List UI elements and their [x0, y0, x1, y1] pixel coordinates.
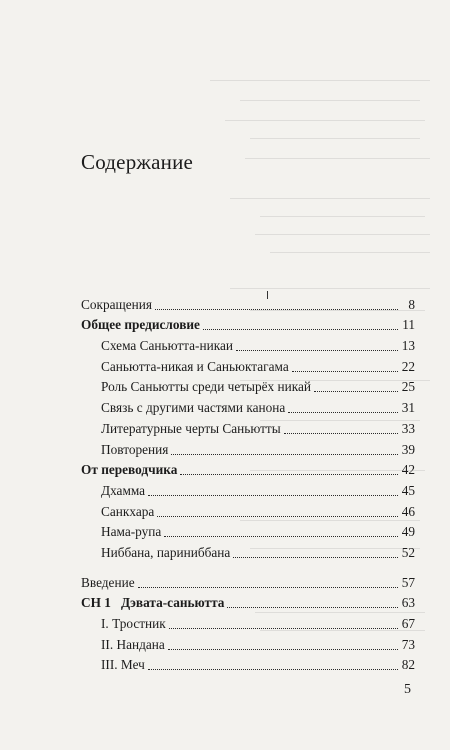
toc-entry[interactable] [81, 313, 415, 334]
leader-dots [164, 535, 398, 537]
toc-entry-title: Ниббана, париниббана [101, 544, 231, 560]
leader-dots [292, 370, 398, 372]
toc-entry-title: Литературные черты Саньютты [101, 420, 281, 436]
leader-dots [227, 606, 398, 608]
toc-entry[interactable] [81, 570, 415, 591]
toc-entry-title: Дэвата-саньютта [121, 595, 225, 611]
toc-entry[interactable] [81, 591, 415, 612]
toc-entry-title: I. Тростник [101, 616, 166, 631]
toc-entry-title: От переводчика [81, 462, 178, 478]
toc-entry-page: 67 [401, 616, 415, 631]
toc-entry[interactable] [81, 499, 415, 520]
toc-entry-title: III. Меч [101, 657, 145, 673]
leader-dots [288, 411, 398, 413]
toc-entry-page: 45 [401, 482, 415, 498]
toc-entry[interactable] [81, 653, 415, 674]
toc-entry-title: Нама-рупа [101, 524, 162, 540]
toc-entry-title: Введение [81, 574, 135, 590]
toc-entry[interactable] [81, 632, 415, 653]
toc-entry-page: 22 [401, 358, 415, 374]
toc-entry-title: Санкхара [101, 503, 155, 519]
leader-dots [148, 668, 398, 670]
toc-entry-page: 63 [401, 595, 415, 611]
leader-dots [314, 390, 398, 392]
toc-entry[interactable] [81, 292, 415, 313]
leader-dots [236, 349, 398, 351]
toc-entry-page: 82 [401, 657, 415, 673]
toc-entry-page: 46 [401, 503, 415, 519]
toc-entry[interactable] [81, 520, 415, 541]
leader-dots [203, 328, 398, 330]
toc-entry-title: Дхамма [101, 482, 146, 498]
toc-entry-page: 57 [401, 574, 415, 590]
leader-dots [155, 308, 398, 310]
toc-entry-code: СН 1 [81, 595, 111, 611]
table-of-contents [81, 292, 415, 673]
toc-entry-page: 39 [401, 441, 415, 457]
toc-entry[interactable] [81, 611, 415, 632]
toc-entry-title: Общее предисловие [81, 317, 200, 333]
toc-entry[interactable] [81, 333, 415, 354]
toc-entry-title: II. Нандана [101, 636, 165, 652]
toc-entry-title: Повторения [101, 441, 169, 457]
toc-entry[interactable] [81, 478, 415, 499]
toc-entry[interactable] [81, 395, 415, 416]
toc-entry[interactable] [81, 540, 415, 561]
toc-entry-page: 13 [401, 338, 415, 354]
toc-entry-page: 73 [401, 636, 415, 652]
toc-entry-title: Роль Саньютты среди четырёх никай [101, 379, 311, 395]
toc-entry[interactable] [81, 354, 415, 375]
toc-entry-page: 49 [401, 524, 415, 540]
toc-entry-page: 31 [401, 400, 415, 416]
toc-entry-title: Саньютта-никая и Саньюктагама [101, 358, 289, 374]
toc-entry-title: Схема Саньютта-никаи [101, 338, 233, 354]
leader-dots [138, 586, 398, 588]
leader-dots [284, 432, 398, 434]
toc-entry-page: 42 [401, 462, 415, 478]
toc-entry-page: 8 [408, 296, 415, 312]
page-title: Содержание [81, 150, 194, 174]
toc-entry-page: 52 [401, 544, 415, 560]
leader-dots [171, 453, 398, 455]
leader-dots [180, 473, 398, 475]
toc-entry[interactable] [81, 458, 415, 479]
toc-entry[interactable] [81, 437, 415, 458]
section-gap [81, 561, 415, 570]
leader-dots [233, 556, 398, 558]
toc-entry[interactable] [81, 416, 415, 437]
leader-dots [148, 494, 398, 496]
toc-entry-page: 25 [401, 379, 415, 395]
toc-entry-page: 11 [402, 317, 415, 333]
toc-entry[interactable] [81, 375, 415, 396]
toc-entry-title: Сокращения [81, 296, 153, 312]
leader-dots [157, 515, 398, 517]
leader-dots [169, 627, 398, 629]
page-number: 5 [404, 682, 411, 697]
toc-entry-title: Связь с другими частями канона [101, 400, 286, 416]
toc-entry-page: 33 [401, 420, 415, 436]
leader-dots [168, 648, 398, 650]
